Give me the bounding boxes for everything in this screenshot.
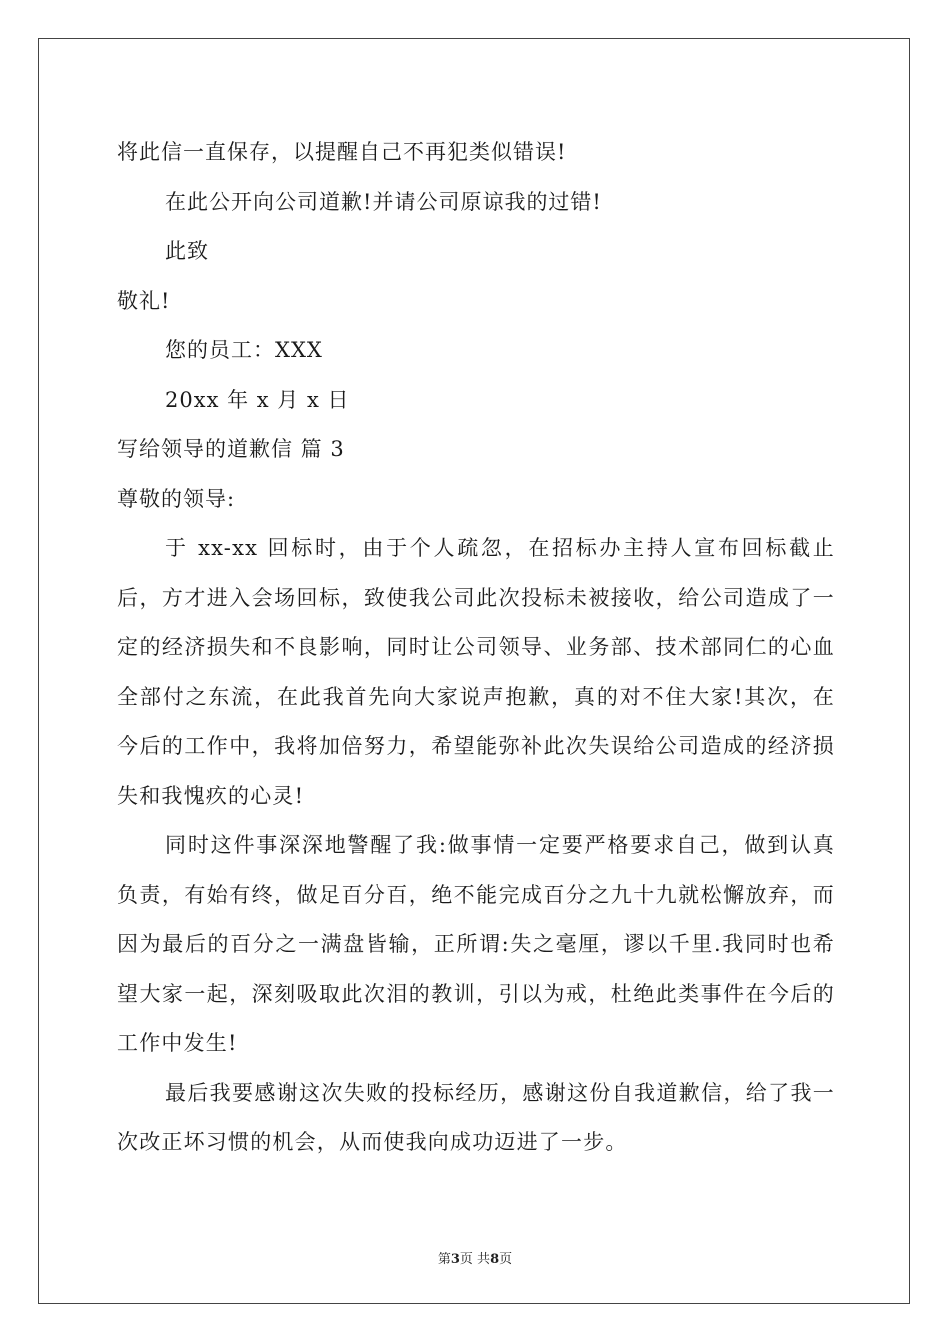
paragraph: 于 xx-xx 回标时，由于个人疏忽，在招标办主持人宣布回标截止后，方才进入会场回标，致使我公司此次投标未被接收，给公司造成了一定的经济损失和不良影响，同时让公司领导、业务部、技术部同仁的心血全部付之东流，在此我首先向大家说声抱歉，真的对不住大家!其次，在今后的工作中，我将加倍努力，希望能弥补此次失误给公司造成的经济损失和我愧疚的心灵!: [117, 536, 835, 808]
closing-regards: 敬礼!: [117, 288, 171, 313]
text-line: 在此公开向公司道歉!并请公司原谅我的过错!: [165, 189, 602, 214]
text-line: 将此信一直保存，以提醒自己不再犯类似错误!: [117, 140, 567, 164]
page-prefix: 第: [437, 1252, 451, 1267]
page-footer: [0, 1248, 950, 1267]
closing-salutation: 此致: [165, 239, 209, 263]
paragraph: 同时这件事深深地警醒了我:做事情一定要严格要求自己，做到认真负责，有始有终，做足百分百，绝不能完成百分之九十九就松懈放弃，而因为最后的百分之一满盘皆输，正所谓:失之毫厘，谬以千里.我同时也希望大家一起，深刻吸取此次泪的教训，引以为戒，杜绝此类事件在今后的工作中发生!: [117, 833, 835, 1055]
page-suffix: 页: [499, 1252, 513, 1267]
date-line: 20xx 年 x 月 x 日: [165, 387, 350, 412]
greeting: 尊敬的领导:: [117, 486, 236, 511]
page-mid: 页 共: [459, 1252, 491, 1267]
signature: 您的员工：XXX: [165, 338, 323, 362]
section-title: 写给领导的道歉信 篇 3: [117, 437, 345, 461]
page-total: 8: [490, 1252, 500, 1267]
document-body: [117, 128, 835, 1168]
page-current: 3: [450, 1252, 460, 1267]
paragraph: 最后我要感谢这次失败的投标经历，感谢这份自我道歉信，给了我一次改正坏习惯的机会，从而使我向成功迈进了一步。: [117, 1080, 835, 1154]
